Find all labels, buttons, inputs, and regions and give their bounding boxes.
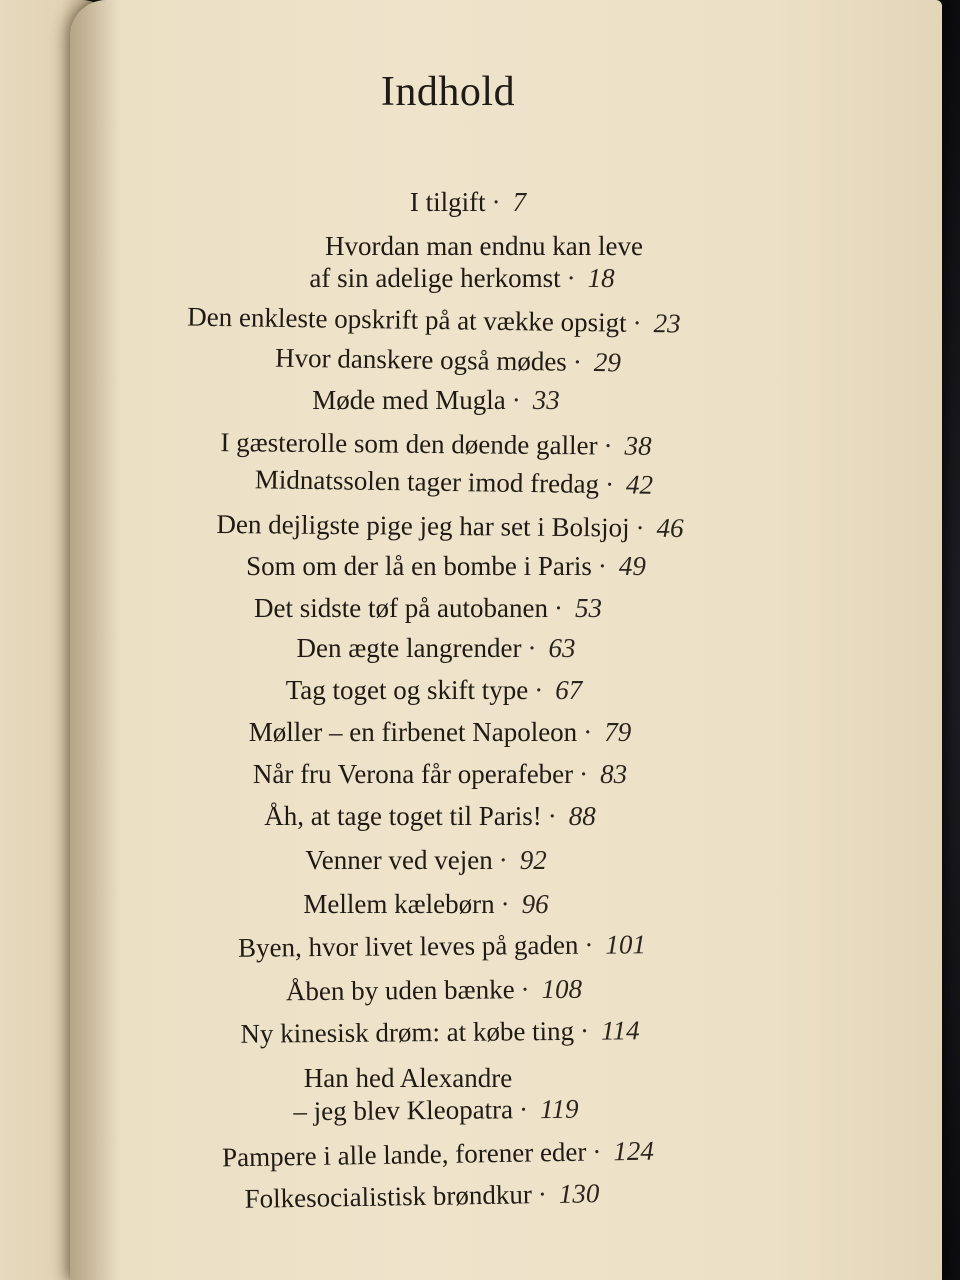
toc-entry-line <box>0 888 862 920</box>
toc-entry-title: Mellem kælebørn <box>303 889 495 919</box>
toc-page-number: 119 <box>539 1093 579 1125</box>
book-page <box>70 0 942 1280</box>
toc-entry-line <box>26 262 898 294</box>
toc-entry-line <box>12 338 884 382</box>
toc-entry-line <box>18 460 890 504</box>
toc-entry-title: Det sidste tøf på autobanen <box>254 593 548 623</box>
toc-page-number: 29 <box>593 347 622 378</box>
toc-entry-title: Hvor danskere også mødes <box>274 342 568 377</box>
toc-entry-line <box>6 926 878 966</box>
toc-entry-title: Han hed Alexandre <box>303 1063 513 1093</box>
toc-entry-title: Møller – en firbenet Napoleon <box>248 717 578 747</box>
toc-page-number: 18 <box>587 263 615 293</box>
toc-entry-line <box>0 1090 872 1130</box>
toc-entry-line <box>32 186 904 218</box>
toc-page-number: 23 <box>653 308 681 339</box>
leader-dot: · <box>511 385 521 415</box>
toc-entry-title: Venner ved vejen <box>305 845 493 875</box>
toc-entry-line <box>10 550 882 582</box>
toc-entry-title: Den enkleste opskrift på at vække opsigt <box>187 301 627 338</box>
leader-dot: · <box>632 307 642 338</box>
leader-dot: · <box>527 633 537 663</box>
toc-entry-line <box>4 1012 876 1052</box>
leader-dot: · <box>534 675 544 705</box>
toc-entry-line <box>4 716 876 748</box>
toc-entry-line <box>14 506 886 546</box>
toc-entry-line <box>0 844 862 876</box>
toc-page-number: 67 <box>555 675 583 705</box>
leader-dot: · <box>635 512 645 543</box>
toc-entry-line <box>0 384 872 416</box>
leader-dot: · <box>498 845 508 875</box>
toc-page-number: 79 <box>604 717 632 747</box>
leader-dot: · <box>566 263 576 293</box>
toc-entry-title: Folkesocialistisk brøndkur <box>244 1179 533 1214</box>
toc-page-number: 63 <box>548 633 576 663</box>
toc-entry-line <box>0 674 870 706</box>
toc-entry-line <box>0 800 866 832</box>
toc-page-number: 33 <box>532 385 560 415</box>
toc-page-number: 101 <box>605 929 647 960</box>
toc-entry-title: Tag toget og skift type <box>285 675 529 705</box>
leader-dot: · <box>604 469 615 500</box>
leader-dot: · <box>553 593 563 623</box>
toc-page-number: 83 <box>600 759 628 789</box>
toc-page-number: 114 <box>600 1015 640 1046</box>
table-of-contents <box>70 0 942 1280</box>
toc-entry-title: Den ægte langrender <box>296 633 522 663</box>
toc-entry-title: Pampere i alle lande, forener eder <box>221 1136 587 1173</box>
toc-page-number: 46 <box>656 512 684 544</box>
toc-entry-line <box>0 1062 844 1094</box>
toc-page-number: 124 <box>613 1135 655 1167</box>
toc-page-number: 96 <box>521 889 549 919</box>
leader-dot: · <box>520 974 530 1005</box>
leader-dot: · <box>518 1094 529 1125</box>
toc-page-number: 49 <box>618 551 646 581</box>
toc-entry-line <box>0 298 870 342</box>
toc-entry-line <box>0 970 870 1010</box>
toc-entry-line <box>0 424 872 464</box>
leader-dot: · <box>491 187 501 217</box>
toc-entry-title: Byen, hvor livet leves på gaden <box>237 929 579 963</box>
page-title: Indhold <box>380 69 516 115</box>
leader-dot: · <box>500 889 510 919</box>
toc-entry-title: Den dejligste pige jeg har set i Bolsjoj <box>216 508 630 543</box>
toc-page-number: 92 <box>519 845 547 875</box>
toc-entry-title: Møde med Mugla <box>312 385 506 415</box>
leader-dot: · <box>603 430 613 461</box>
toc-entry-line <box>4 758 876 790</box>
toc-entry-title: af sin adelige herkomst <box>309 263 561 293</box>
leader-dot: · <box>579 759 589 789</box>
toc-entry-title: Hvordan man endnu kan leve <box>325 231 643 261</box>
leader-dot: · <box>537 1179 548 1210</box>
toc-page-number: 53 <box>574 593 602 623</box>
toc-page-number: 42 <box>625 469 654 500</box>
leader-dot: · <box>584 929 594 960</box>
toc-entry-line <box>2 1131 874 1177</box>
leader-dot: · <box>572 346 583 377</box>
toc-entry-line <box>0 1173 858 1219</box>
leader-dot: · <box>592 1136 602 1167</box>
leader-dot: · <box>583 717 593 747</box>
toc-entry-title: Når fru Verona får operafeber <box>252 759 574 789</box>
toc-entry-line <box>0 592 864 624</box>
toc-entry-title: – jeg blev Kleopatra <box>293 1094 514 1127</box>
leader-dot: · <box>597 551 607 581</box>
leader-dot: · <box>547 801 557 831</box>
toc-page-number: 38 <box>624 430 652 461</box>
toc-entry-title: Som om der lå en bombe i Paris <box>246 551 592 581</box>
toc-entry-title: I gæsterolle som den døende galler <box>220 427 598 461</box>
toc-page-number: 130 <box>558 1178 600 1209</box>
toc-entry-line <box>0 632 872 664</box>
toc-page-number: 108 <box>541 973 583 1005</box>
toc-entry-title: Midnatssolen tager imod fredag <box>254 464 600 500</box>
toc-entry-title: I tilgift <box>409 187 486 217</box>
toc-page-number: 88 <box>568 801 596 831</box>
leader-dot: · <box>579 1015 590 1046</box>
toc-entry-title: Åh, at tage toget til Paris! <box>264 801 542 831</box>
toc-page-number: 7 <box>512 187 527 217</box>
toc-entry-line <box>48 230 920 262</box>
toc-entry-title: Ny kinesisk drøm: at købe ting <box>240 1015 575 1049</box>
toc-entry-title: Åben by uden bænke <box>285 974 515 1007</box>
